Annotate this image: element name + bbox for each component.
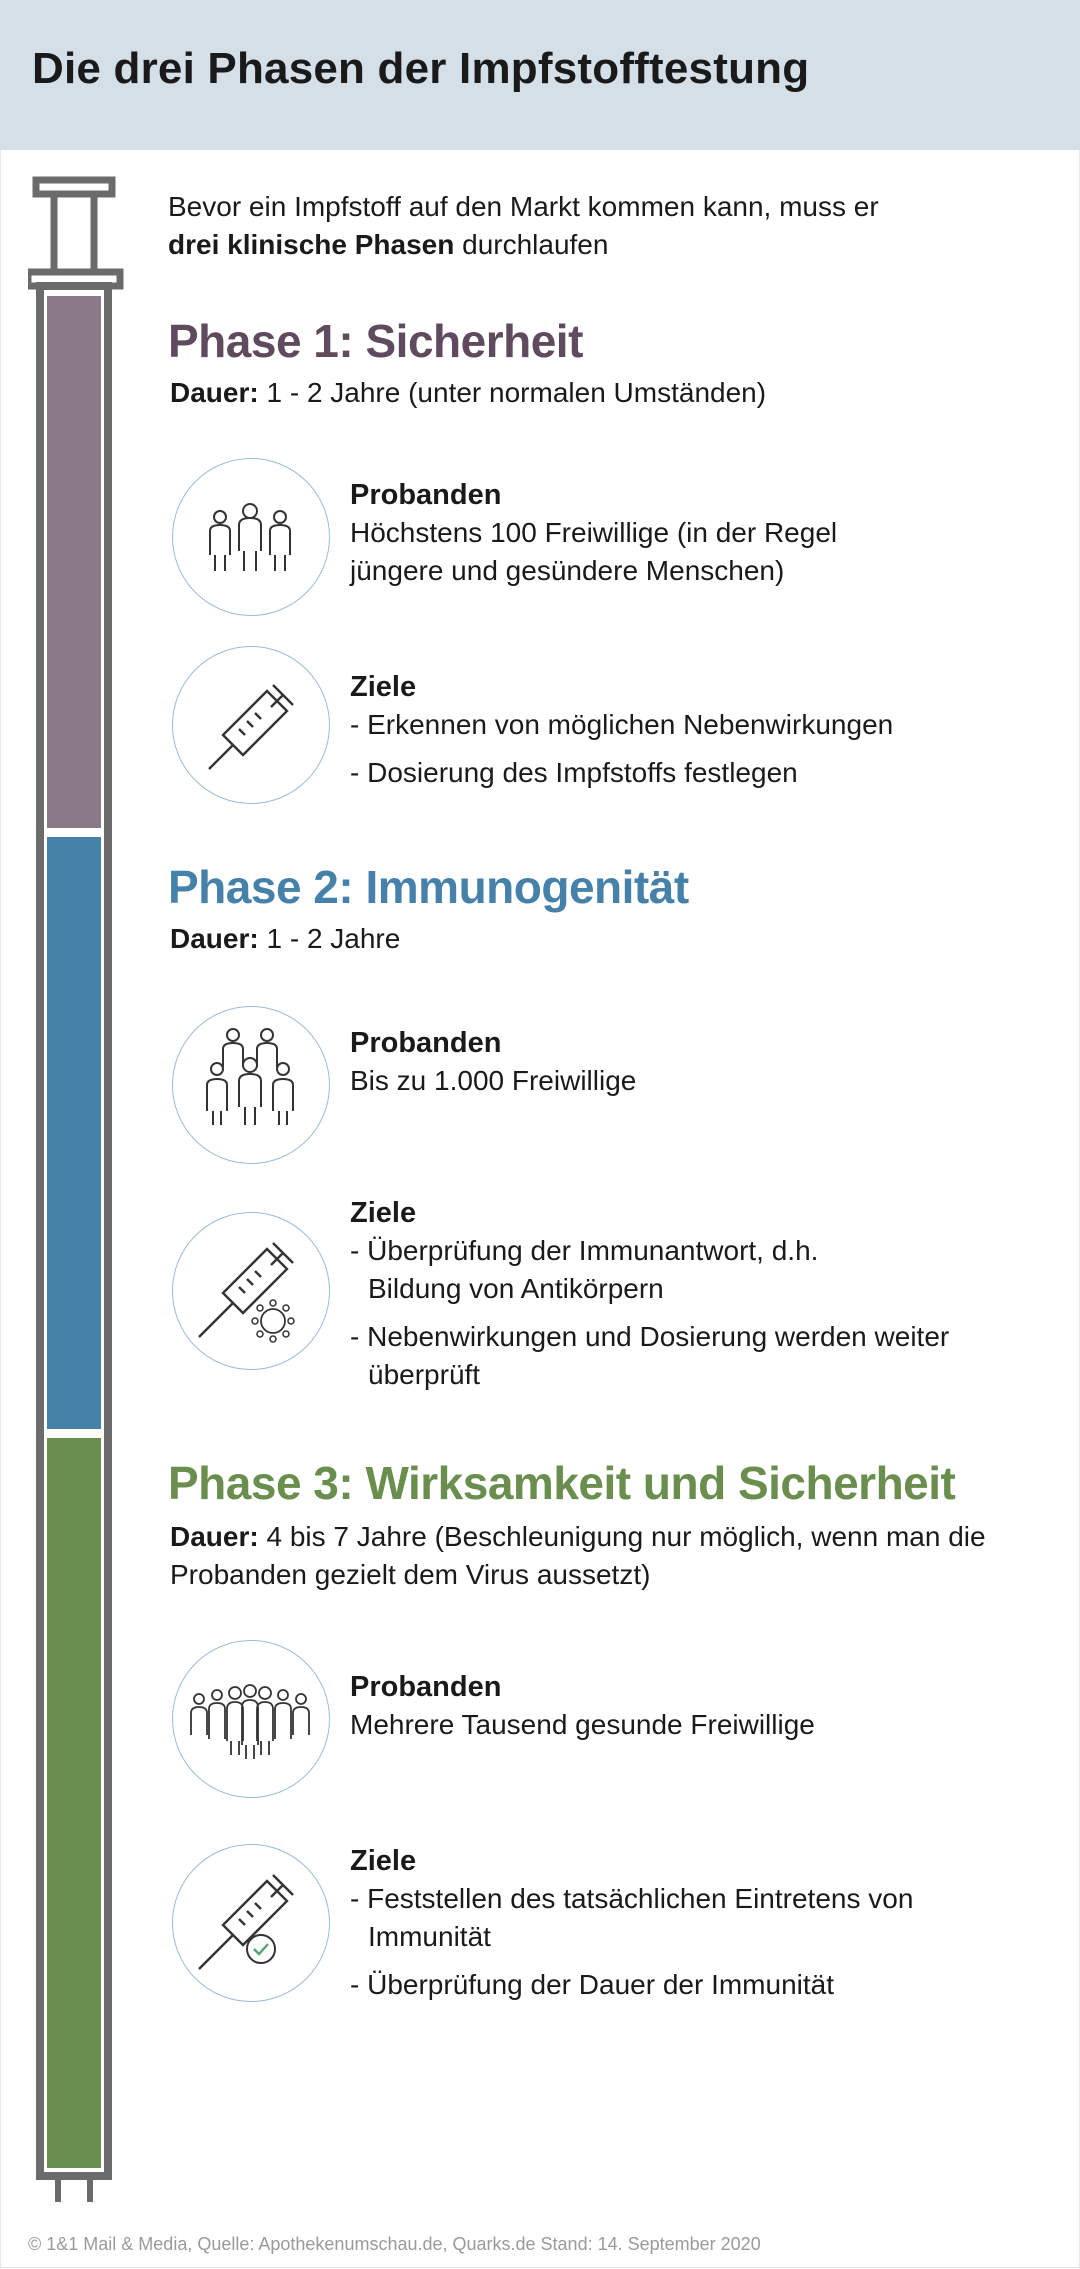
phase2-segment xyxy=(47,837,101,1429)
phase3-probanden-heading: Probanden xyxy=(350,1671,502,1703)
phase1-probanden xyxy=(350,476,1050,590)
phase1-probanden-text: Höchstens 100 Freiwillige (in der Regel jüngere und gesündere Menschen) xyxy=(350,517,838,586)
footer-credits: © 1&1 Mail & Media, Quelle: Apothekenumschau.de, Quarks.de Stand: 14. September 2020 xyxy=(28,2234,761,2254)
phase3-ziele-heading: Ziele xyxy=(350,1845,417,1877)
phase3-duration xyxy=(170,1518,1040,1594)
phase2-ziele xyxy=(350,1194,950,1394)
group-of-three-people-icon xyxy=(172,458,330,616)
group-of-people-icon xyxy=(172,1006,330,1164)
phase2-ziele-heading: Ziele xyxy=(350,1197,417,1229)
phase3-ziele xyxy=(350,1842,950,2004)
phase1-ziele-heading: Ziele xyxy=(350,671,417,703)
intro-pre: Bevor ein Impfstoff auf den Markt kommen kann, muss er xyxy=(168,191,879,222)
phase2-duration-label: Dauer: xyxy=(170,923,259,954)
phase1-title: Phase 1: Sicherheit xyxy=(168,315,583,367)
phase3-probanden-text: Mehrere Tausend gesunde Freiwillige xyxy=(350,1709,815,1740)
header-banner xyxy=(0,0,1080,150)
syringe-timeline xyxy=(28,176,152,2202)
syringe-checkmark-icon xyxy=(172,1844,330,2002)
phase3-probanden xyxy=(350,1668,1050,1744)
intro-bold: drei klinische Phasen xyxy=(168,229,455,260)
phase2-title: Phase 2: Immunogenität xyxy=(168,861,689,913)
phase1-ziele xyxy=(350,668,1050,792)
phase1-duration-label: Dauer: xyxy=(170,377,259,408)
phase1-segment xyxy=(47,296,101,828)
phase2-probanden xyxy=(350,1024,1050,1100)
phase2-duration xyxy=(170,920,1040,958)
intro-text xyxy=(168,188,1028,264)
phase3-segment xyxy=(47,1438,101,2168)
page-title: Die drei Phasen der Impfstofftestung xyxy=(32,44,810,93)
phase3-ziele-item: - Überprüfung der Dauer der Immunität xyxy=(350,1969,834,2000)
crowd-icon xyxy=(172,1640,330,1798)
syringe-icon xyxy=(172,646,330,804)
phase2-duration-value: 1 - 2 Jahre xyxy=(266,923,401,954)
phase3-title: Phase 3: Wirksamkeit und Sicherheit xyxy=(168,1457,956,1509)
phase3-ziele-item: - Feststellen des tatsächlichen Eintretens von Immunität xyxy=(350,1883,914,1952)
phase3-duration-value: 4 bis 7 Jahre (Beschleunigung nur möglich, wenn man die Probanden gezielt dem Virus aussetzt) xyxy=(170,1521,986,1590)
phase1-ziele-item: - Erkennen von möglichen Nebenwirkungen xyxy=(350,709,894,740)
phase1-duration xyxy=(170,374,1040,412)
phase2-probanden-text: Bis zu 1.000 Freiwillige xyxy=(350,1065,637,1096)
syringe-virus-icon xyxy=(172,1212,330,1370)
phase1-ziele-item: - Dosierung des Impfstoffs festlegen xyxy=(350,757,798,788)
intro-post: durchlaufen xyxy=(462,229,609,260)
phase1-duration-value: 1 - 2 Jahre (unter normalen Umständen) xyxy=(266,377,767,408)
phase2-ziele-item: - Überprüfung der Immunantwort, d.h. Bildung von Antikörpern xyxy=(350,1235,819,1304)
phase3-duration-label: Dauer: xyxy=(170,1521,259,1552)
phase2-ziele-item: - Nebenwirkungen und Dosierung werden weiter überprüft xyxy=(350,1321,950,1390)
phase1-probanden-heading: Probanden xyxy=(350,479,502,511)
phase2-probanden-heading: Probanden xyxy=(350,1027,502,1059)
syringe-outline-icon xyxy=(28,176,152,2202)
